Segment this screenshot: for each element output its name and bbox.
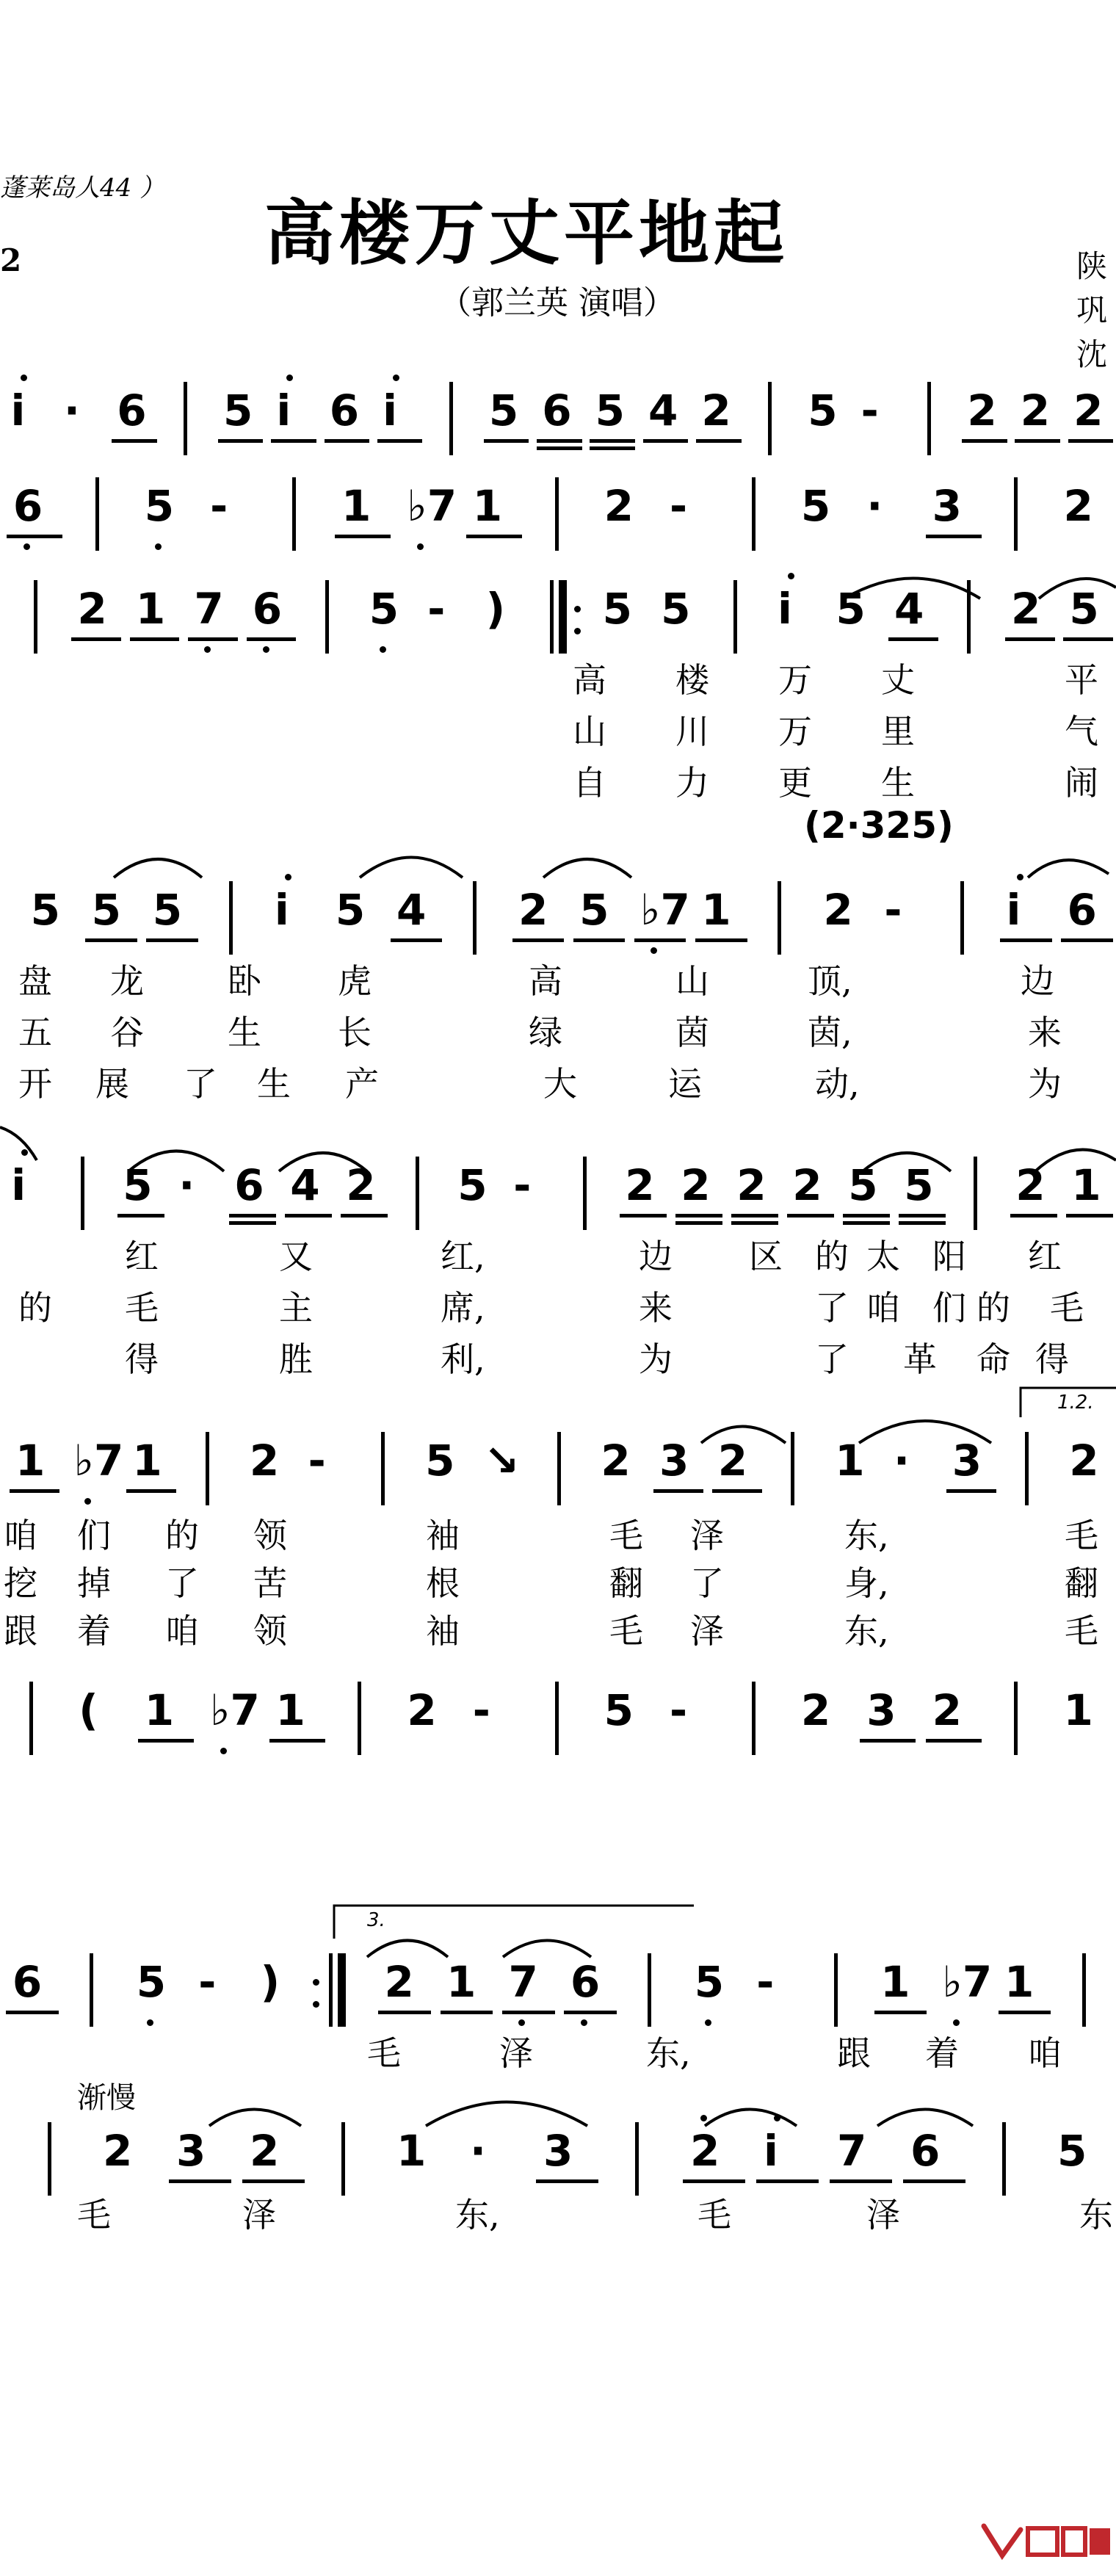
lyric-char: 毛 — [609, 1516, 643, 1555]
note: 6 — [542, 386, 572, 435]
note: ♭7 — [942, 1957, 993, 2007]
note: ♭7 — [407, 481, 457, 531]
lyric-char: 翻 — [1065, 1563, 1098, 1603]
lyric-char: 红 — [1028, 1237, 1062, 1276]
volta-line-1-2 — [1021, 1388, 1116, 1417]
lyric-char: 着 — [925, 2033, 959, 2073]
lyric-char: 里 — [881, 712, 915, 751]
note: 5 — [1057, 2126, 1087, 2176]
key-signature-fragment: 2 — [0, 242, 22, 278]
lyric-char: 产 — [345, 1064, 379, 1104]
song-title: 高楼万丈平地起 — [264, 192, 789, 275]
note: 1 — [1004, 1957, 1035, 2007]
lyric-char: 的 — [18, 1288, 52, 1328]
note: 1 — [1063, 1685, 1093, 1735]
note: 2 — [690, 2126, 720, 2176]
lyric-char: 万 — [778, 660, 812, 700]
lyric-char: 革 — [903, 1339, 937, 1379]
lyric-char: 平 — [1065, 660, 1098, 700]
lyric-char: 得 — [125, 1339, 159, 1379]
note: 2 — [250, 2126, 280, 2176]
note: 2 — [1073, 386, 1104, 435]
performer-subtitle: （郭兰英 演唱） — [439, 284, 675, 322]
note: 2 — [823, 885, 853, 935]
note: 5 — [836, 584, 866, 634]
note: 4 — [894, 584, 924, 634]
note: 1 — [135, 584, 166, 634]
lyric-char: 咱 — [866, 1288, 900, 1328]
note: 2 — [967, 386, 997, 435]
lyric-char: 主 — [279, 1288, 313, 1328]
lyric-char: 川 — [675, 712, 709, 751]
lyric-char: 苦 — [253, 1563, 287, 1603]
note: 2 — [103, 2126, 133, 2176]
lyric-char: 大 — [543, 1064, 577, 1104]
note: 6 — [12, 1957, 43, 2007]
lyric-char: 着 — [77, 1611, 111, 1651]
note: 5 — [223, 386, 253, 435]
note: i — [274, 885, 289, 935]
note: · — [470, 2126, 487, 2176]
note: 5 — [595, 386, 626, 435]
lyric-char: 边 — [639, 1237, 673, 1276]
lyric-char: 为 — [1028, 1064, 1062, 1104]
lyric-char: 挖 — [4, 1563, 37, 1603]
note: 6 — [1067, 885, 1097, 935]
slur — [128, 1151, 224, 1172]
note: 7 — [508, 1957, 538, 2007]
note: i — [778, 584, 792, 634]
lyric-char: 领 — [253, 1516, 287, 1555]
note: 5 — [694, 1957, 725, 2007]
lyric-char: 毛 — [125, 1288, 159, 1328]
lyric-char: 们 — [932, 1288, 966, 1328]
note: 5 — [661, 584, 691, 634]
site-logo — [976, 2515, 1116, 2566]
lyric-char: 生 — [257, 1064, 291, 1104]
note: 2 — [384, 1957, 414, 2007]
lyric-char: 红, — [441, 1237, 485, 1276]
arranger-credit: 蓬莱岛人44 ） — [0, 173, 165, 203]
note: 2 — [249, 1436, 280, 1486]
note: 5 — [1069, 584, 1099, 634]
note: 5 — [457, 1160, 488, 1210]
volta-bracket-3: 3. — [367, 1909, 385, 1931]
lyric-char: 自 — [573, 763, 606, 803]
lyric-char: 根 — [426, 1563, 460, 1603]
note: 6 — [329, 386, 360, 435]
note: 6 — [252, 584, 283, 634]
note: ( — [79, 1685, 98, 1735]
note: 2 — [800, 1685, 831, 1735]
note: 1 — [144, 1685, 175, 1735]
lyric-char: 东, — [844, 1516, 889, 1555]
note: 2 — [604, 481, 634, 531]
note: - — [513, 1160, 532, 1210]
lyric-char: 茵, — [808, 1013, 852, 1052]
note: 7 — [837, 2126, 867, 2176]
note: 2 — [601, 1436, 631, 1486]
note: · — [894, 1436, 910, 1486]
lyric-char: 顶, — [808, 961, 852, 1001]
slur — [360, 858, 463, 878]
note: i — [383, 386, 398, 435]
note: 1 — [880, 1957, 910, 2007]
note: 6 — [117, 386, 147, 435]
lyric-char: 龙 — [110, 961, 144, 1001]
note: i — [764, 2126, 778, 2176]
lyric-char: 来 — [639, 1288, 673, 1328]
note: ) — [485, 584, 506, 634]
note: - — [210, 481, 228, 531]
note: 5 — [800, 481, 831, 531]
note: ) — [260, 1957, 280, 2007]
lyric-char: 得 — [1035, 1339, 1069, 1379]
lyric-char: 五 — [18, 1013, 52, 1052]
lyric-char: 袖 — [426, 1611, 460, 1651]
lyric-char: 们 — [77, 1516, 111, 1555]
note: 2 — [736, 1160, 767, 1210]
lyric-char: 咱 — [4, 1516, 37, 1555]
lyric-char: 的 — [976, 1288, 1010, 1328]
note: ♭7 — [640, 885, 690, 935]
note: 3 — [176, 2126, 206, 2176]
lyric-char: 利, — [441, 1339, 485, 1379]
note: 1 — [1071, 1160, 1101, 1210]
note: 2 — [1069, 1436, 1099, 1486]
lyric-char: 卧 — [228, 961, 261, 1001]
note: · — [63, 386, 80, 435]
note: - — [884, 885, 902, 935]
note: - — [860, 386, 879, 435]
lyric-char: 东, — [455, 2195, 500, 2235]
lyric-char: 生 — [228, 1013, 261, 1052]
lyric-char: 万 — [778, 712, 812, 751]
note: 2 — [77, 584, 107, 634]
note: 2 — [1063, 481, 1093, 531]
lyric-char: 跟 — [837, 2033, 871, 2073]
note: 5 — [152, 885, 183, 935]
lyric-char: 来 — [1028, 1013, 1062, 1052]
lyric-char: 展 — [95, 1064, 129, 1104]
slur — [114, 859, 202, 878]
note: 4 — [290, 1160, 320, 1210]
note: 2 — [792, 1160, 822, 1210]
note: 3 — [952, 1436, 982, 1486]
lyric-char: 了 — [690, 1563, 724, 1603]
note: 5 — [91, 885, 122, 935]
note: 4 — [396, 885, 427, 935]
lyric-char: 盘 — [18, 961, 52, 1001]
lyric-char: 东, — [646, 2033, 691, 2073]
slur — [705, 2110, 797, 2127]
slur — [701, 1427, 786, 1444]
note: 2 — [717, 1436, 748, 1486]
lyric-char: 咱 — [1028, 2033, 1062, 2073]
interlude-phrase: (2·325) — [804, 804, 954, 847]
note: 1 — [701, 885, 731, 935]
lyric-char: 泽 — [242, 2195, 276, 2235]
note: 5 — [602, 584, 632, 634]
note: 2 — [681, 1160, 711, 1210]
note: 1 — [472, 481, 503, 531]
lyric-char: 动, — [815, 1064, 860, 1104]
lyric-char: 了 — [184, 1064, 217, 1104]
note: i — [10, 386, 26, 435]
lyric-char: 太 — [866, 1237, 900, 1276]
lyric-char: 泽 — [690, 1611, 724, 1651]
composer-char-1: 陕 — [1076, 248, 1108, 284]
note: 5 — [425, 1436, 455, 1486]
lyric-char: 毛 — [1050, 1288, 1084, 1328]
note: 1 — [15, 1436, 46, 1486]
slur — [543, 859, 631, 878]
slur — [1028, 860, 1109, 878]
lyric-char: 闹 — [1065, 763, 1098, 803]
lyric-char: 高 — [573, 660, 606, 700]
tempo-mark: 渐慢 — [77, 2081, 136, 2115]
note: ♭7 — [210, 1685, 260, 1735]
slur — [503, 1941, 591, 1958]
lyric-char: 运 — [668, 1064, 702, 1104]
note: 5 — [848, 1160, 878, 1210]
note: 1 — [396, 2126, 427, 2176]
note: 3 — [543, 2126, 573, 2176]
lyric-char: 毛 — [698, 2195, 731, 2235]
note: 6 — [910, 2126, 941, 2176]
note: 5 — [808, 386, 838, 435]
note: 5 — [136, 1957, 167, 2007]
note: - — [308, 1436, 326, 1486]
lyric-char: 了 — [815, 1288, 849, 1328]
note: 6 — [12, 481, 43, 531]
lyric-char: 楼 — [675, 660, 709, 700]
note: 4 — [648, 386, 678, 435]
note: 2 — [932, 1685, 962, 1735]
lyric-char: 长 — [338, 1013, 372, 1052]
note: 1 — [835, 1436, 865, 1486]
lyric-char: 边 — [1021, 961, 1054, 1001]
note: 1 — [132, 1436, 162, 1486]
note: 5 — [30, 885, 60, 935]
note: 2 — [1010, 584, 1041, 634]
lyric-char: 领 — [253, 1611, 287, 1651]
lyric-char: 阳 — [932, 1237, 966, 1276]
lyric-char: 生 — [881, 763, 915, 803]
slur — [844, 579, 980, 599]
note: · — [178, 1160, 195, 1210]
composer-char-2: 巩 — [1076, 292, 1108, 328]
lyric-char: 毛 — [1065, 1611, 1098, 1651]
lyric-char: 区 — [749, 1237, 783, 1276]
note: 7 — [194, 584, 224, 634]
note: i — [11, 1160, 26, 1210]
lyric-char: 为 — [639, 1339, 673, 1379]
lyric-char: 了 — [815, 1339, 849, 1379]
note: 5 — [123, 1160, 153, 1210]
note: 6 — [570, 1957, 601, 2007]
lyric-char: 席, — [441, 1288, 485, 1328]
lyric-char: 命 — [976, 1339, 1010, 1379]
volta-bracket-1-2: 1.2. — [1057, 1392, 1094, 1414]
lyric-char: 丈 — [881, 660, 915, 700]
lyric-char: 胜 — [279, 1339, 313, 1379]
lyric-char: 身, — [844, 1563, 889, 1603]
slur — [279, 1153, 367, 1171]
volta-line-3 — [334, 1906, 694, 1939]
lyric-char: 又 — [279, 1237, 313, 1276]
slur — [1039, 579, 1116, 598]
note: 2 — [625, 1160, 655, 1210]
lyric-char: 谷 — [110, 1013, 144, 1052]
lyric-char: 袖 — [426, 1516, 460, 1555]
note: 2 — [407, 1685, 437, 1735]
lyric-char: 泽 — [499, 2033, 533, 2073]
lyric-char: 东 — [1079, 2195, 1113, 2235]
note: 5 — [335, 885, 366, 935]
slur — [859, 1421, 991, 1443]
note: · — [866, 481, 883, 531]
note: 3 — [932, 481, 962, 531]
lyric-char: 气 — [1065, 712, 1098, 751]
lyric-char: 毛 — [1065, 1516, 1098, 1555]
note: 2 — [1015, 1160, 1046, 1210]
note: - — [670, 1685, 688, 1735]
note: ♭7 — [73, 1436, 124, 1486]
note: 3 — [659, 1436, 689, 1486]
note: 2 — [346, 1160, 376, 1210]
note: 2 — [701, 386, 731, 435]
lyric-char: 红 — [125, 1237, 159, 1276]
note: i — [1006, 885, 1021, 935]
note: 5 — [488, 386, 519, 435]
lyric-char: 毛 — [609, 1611, 643, 1651]
lyric-char: 东, — [844, 1611, 889, 1651]
lyric-char: 的 — [165, 1516, 199, 1555]
lyric-char: 跟 — [4, 1611, 37, 1651]
lyric-char: 泽 — [866, 2195, 900, 2235]
lyric-char: 虎 — [338, 961, 372, 1001]
slur — [367, 1941, 448, 1958]
note: - — [756, 1957, 775, 2007]
note: 5 — [579, 885, 609, 935]
composer-char-3: 沈 — [1076, 336, 1108, 372]
lyric-char: 掉 — [77, 1563, 111, 1603]
lyric-char: 翻 — [609, 1563, 643, 1603]
lyric-char: 力 — [675, 763, 709, 803]
slur — [0, 1127, 37, 1160]
note: 5 — [604, 1685, 634, 1735]
note: 2 — [1020, 386, 1051, 435]
lyric-char: 泽 — [690, 1516, 724, 1555]
note: 3 — [866, 1685, 896, 1735]
lyric-char: 毛 — [367, 2033, 401, 2073]
note: 2 — [518, 885, 548, 935]
lyric-char: 了 — [165, 1563, 199, 1603]
lyric-char: 开 — [18, 1064, 52, 1104]
note: - — [670, 481, 688, 531]
slur — [426, 2102, 587, 2127]
note: - — [198, 1957, 217, 2007]
note: 6 — [234, 1160, 264, 1210]
note: ↘ — [483, 1436, 520, 1486]
lyric-char: 山 — [573, 712, 606, 751]
lyric-char: 茵 — [675, 1013, 709, 1052]
note: 5 — [369, 584, 399, 634]
slur — [877, 2110, 973, 2127]
note: 1 — [446, 1957, 477, 2007]
slur — [209, 2110, 301, 2127]
note: - — [427, 584, 446, 634]
slur — [1035, 1150, 1116, 1171]
lyric-char: 咱 — [165, 1611, 199, 1651]
note: 1 — [275, 1685, 305, 1735]
lyric-char: 更 — [778, 763, 812, 803]
lyric-char: 山 — [675, 961, 709, 1001]
note: 5 — [904, 1160, 934, 1210]
lyric-char: 的 — [815, 1237, 849, 1276]
note: - — [472, 1685, 490, 1735]
note: i — [276, 386, 291, 435]
note: 1 — [341, 481, 372, 531]
lyric-char: 绿 — [529, 1013, 562, 1052]
slur — [863, 1153, 951, 1171]
lyric-char: 高 — [529, 961, 562, 1001]
note: 5 — [144, 481, 175, 531]
lyric-char: 毛 — [77, 2195, 111, 2235]
